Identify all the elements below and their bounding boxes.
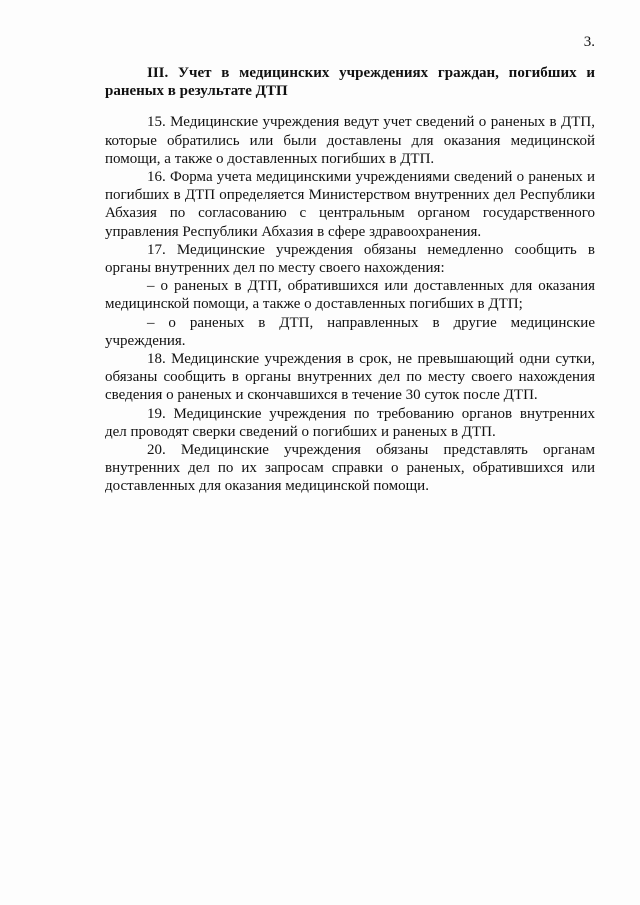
section-title: III. Учет в медицинских учреждениях граждан, погибших и раненых в результате ДТП xyxy=(105,65,595,100)
paragraph-15: 15. Медицинские учреждения ведут учет сведений о раненых в ДТП, которые обратились или были доставлены для оказания медицинской помощи, а также о доставленных погибших в ДТП. xyxy=(105,114,595,167)
list-item-injured-referred: – о раненых в ДТП, направленных в другие медицинские учреждения. xyxy=(105,314,595,349)
paragraph-16: 16. Форма учета медицинскими учреждениями сведений о раненых и погибших в ДТП определяется Министерством внутренних дел Республики Абхазия по согласованию с центральным органом государственного управления Республики Абхазия в сфере здравоохранения. xyxy=(105,169,595,240)
paragraph-19: 19. Медицинские учреждения по требованию органов внутренних дел проводят сверки сведений о погибших и раненых в ДТП. xyxy=(105,405,595,440)
page-number: 3. xyxy=(583,34,595,50)
paragraph-20: 20. Медицинские учреждения обязаны представлять органам внутренних дел по их запросам справки о раненых, обратившихся или доставленных для оказания медицинской помощи. xyxy=(105,442,595,495)
paragraph-18: 18. Медицинские учреждения в срок, не превышающий одни сутки, обязаны сообщить в органы внутренних дел по месту своего нахождения сведения о раненых и скончавшихся в течение 30 суток после ДТП. xyxy=(105,351,595,404)
document-body xyxy=(105,64,595,496)
paragraph-17: 17. Медицинские учреждения обязаны немедленно сообщить в органы внутренних дел по месту своего нахождения: xyxy=(105,241,595,277)
list-item-injured-delivered: – о раненых в ДТП, обратившихся или доставленных для оказания медицинской помощи, а также о доставленных погибших в ДТП; xyxy=(105,278,595,313)
